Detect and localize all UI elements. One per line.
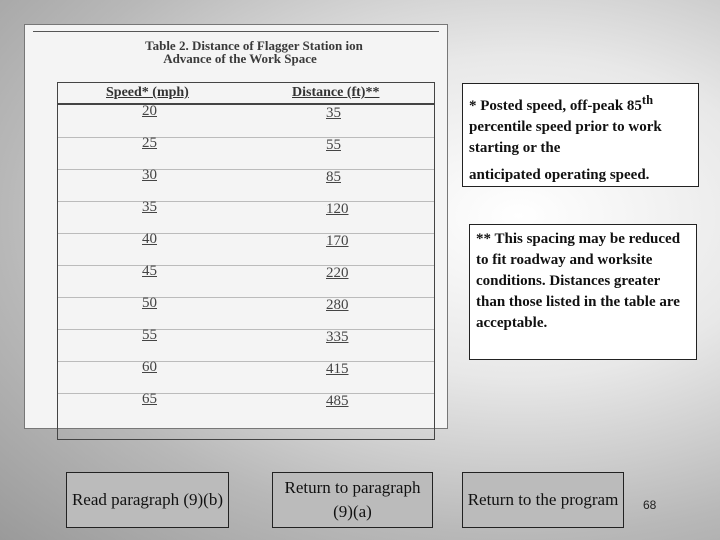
speed-cell: 30 <box>142 167 157 183</box>
table-row <box>58 265 434 298</box>
table-row <box>58 201 434 234</box>
header-distance: Distance (ft)** <box>292 85 380 100</box>
speed-cell: 20 <box>142 103 157 119</box>
table-row <box>58 137 434 170</box>
distance-cell: 120 <box>326 201 349 217</box>
footnote1-lead: * Posted speed, off-peak 85 <box>469 98 642 114</box>
table-title-line2: Advance of the Work Space <box>163 51 317 66</box>
distance-cell: 415 <box>326 361 349 377</box>
header-speed: Speed* (mph) <box>106 85 189 100</box>
distance-cell: 220 <box>326 265 349 281</box>
distance-cell: 35 <box>326 105 341 121</box>
page-number: 68 <box>643 498 657 512</box>
speed-cell: 45 <box>142 263 157 279</box>
speed-cell: 35 <box>142 199 157 215</box>
spacing-footnote <box>469 224 697 360</box>
return-paragraph-label: Return to paragraph (9)(a) <box>284 478 421 521</box>
table-row <box>58 297 434 330</box>
table-title-line1: Table 2. Distance of Flagger Station ion <box>145 38 363 53</box>
speed-footnote <box>462 83 699 187</box>
distance-cell: 335 <box>326 329 349 345</box>
footnote2-body: ** This spacing may be reduced to fit roadway and worksite conditions. Distances greater than those listed in the table are acceptable. <box>476 231 681 331</box>
distance-cell: 55 <box>326 137 341 153</box>
speed-cell: 25 <box>142 135 157 151</box>
distance-cell: 485 <box>326 393 349 409</box>
table-row <box>58 361 434 394</box>
speed-cell: 50 <box>142 295 157 311</box>
table-row <box>58 105 434 138</box>
distance-cell: 170 <box>326 233 349 249</box>
top-rule <box>33 31 439 32</box>
read-paragraph-9b-button[interactable] <box>66 472 229 528</box>
table-image <box>24 24 448 429</box>
distance-cell: 280 <box>326 297 349 313</box>
table-header <box>58 83 434 105</box>
return-paragraph-9a-button[interactable] <box>272 472 433 528</box>
read-paragraph-label: Read paragraph (9)(b) <box>71 490 224 509</box>
distance-table <box>57 82 435 440</box>
speed-cell: 60 <box>142 359 157 375</box>
table-title <box>25 39 447 65</box>
footnote1-superscript: th <box>641 93 654 107</box>
footnote1-tail: anticipated operating speed. <box>469 167 650 183</box>
footnote1-body: percentile speed prior to work starting or the <box>469 119 662 156</box>
return-program-label: Return to the program <box>467 490 619 509</box>
table-row <box>58 233 434 266</box>
speed-cell: 55 <box>142 327 157 343</box>
table-row <box>58 393 434 425</box>
distance-cell: 85 <box>326 169 341 185</box>
return-to-program-button[interactable] <box>462 472 624 528</box>
table-row <box>58 329 434 362</box>
table-row <box>58 169 434 202</box>
speed-cell: 65 <box>142 391 157 407</box>
speed-cell: 40 <box>142 231 157 247</box>
